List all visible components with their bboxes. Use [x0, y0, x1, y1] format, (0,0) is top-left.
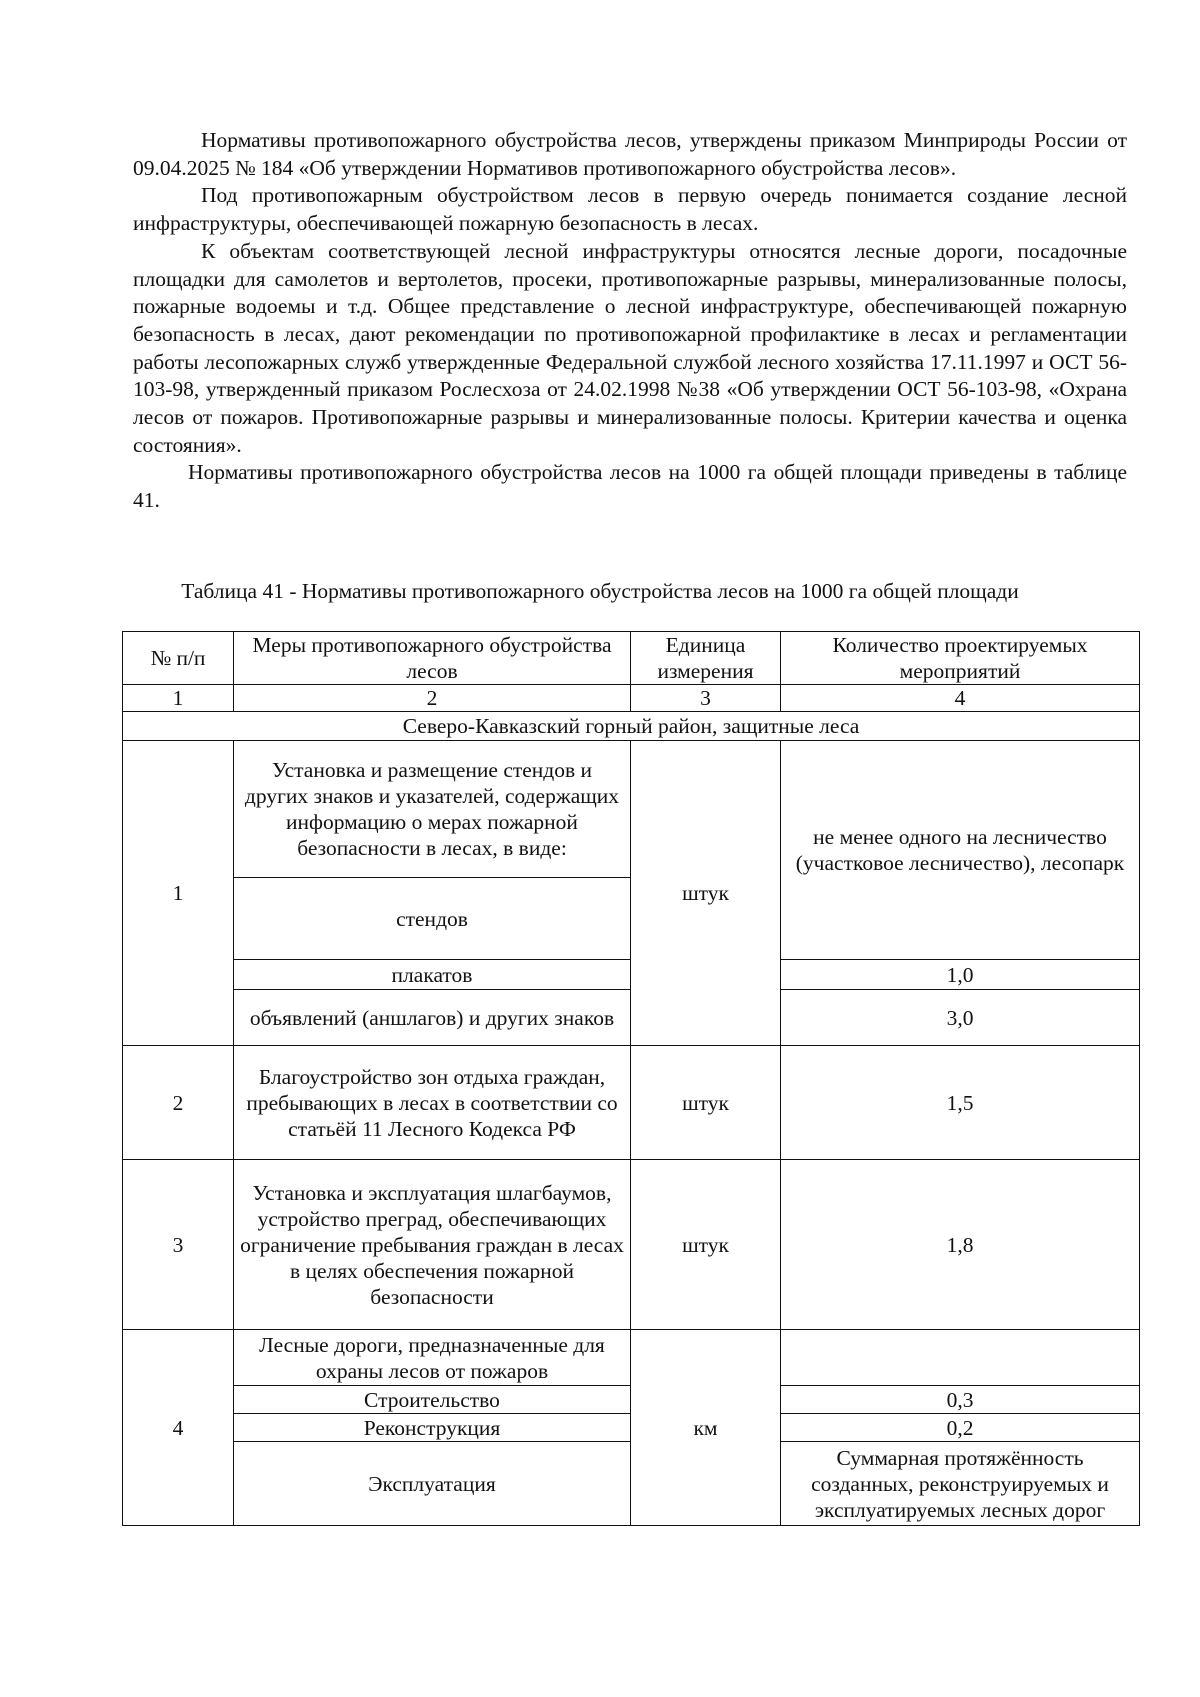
quantity-cell: 1,8 — [781, 1160, 1140, 1330]
paragraph-definition: Под противопожарным обустройством лесов в первую очередь понимается создание лесной инфраструктуры, обеспечивающей пожарную безопасность в лесах. — [133, 183, 1127, 236]
quantity-subcell: 1,0 — [781, 960, 1140, 990]
quantity-subcell: Суммарная протяжённость созданных, реконструируемых и эксплуатируемых лесных дорог — [781, 1442, 1140, 1526]
column-number-row — [123, 685, 1140, 712]
measure-cell: Благоустройство зон отдыха граждан, пребывающих в лесах в соответствии со статьёй 11 Лесного Кодекса РФ — [234, 1046, 631, 1160]
measure-cell: Установка и эксплуатация шлагбаумов, устройство преград, обеспечивающих ограничение пребывания граждан в лесах в целях обеспечения пожарной безопасности — [234, 1160, 631, 1330]
quantity-subcell: 0,3 — [781, 1386, 1140, 1414]
measure-cell: Лесные дороги, предназначенные для охраны лесов от пожаров — [234, 1330, 631, 1386]
measure-cell: Установка и размещение стендов и других знаков и указателей, содержащих информацию о мерах пожарной безопасности в лесах, в виде: — [234, 741, 631, 878]
measure-subcell: Реконструкция — [234, 1414, 631, 1442]
quantity-subcell: 0,2 — [781, 1414, 1140, 1442]
quantity-cell: не менее одного на лесничество (участковое лесничество), лесопарк — [781, 741, 1140, 960]
measure-subcell: плакатов — [234, 960, 631, 990]
region-title: Северо-Кавказский горный район, защитные леса — [123, 712, 1140, 741]
measure-subcell: Строительство — [234, 1386, 631, 1414]
table-row — [123, 1330, 1140, 1386]
table-row — [123, 1046, 1140, 1160]
header-measures: Меры противопожарного обустройства лесов — [234, 632, 631, 685]
column-number: 1 — [123, 685, 234, 712]
unit-cell: штук — [631, 1046, 781, 1160]
region-row — [123, 712, 1140, 741]
row-number: 4 — [123, 1330, 234, 1526]
header-quantity: Количество проектируемых мероприятий — [781, 632, 1140, 685]
header-number: № п/п — [123, 632, 234, 685]
column-number: 4 — [781, 685, 1140, 712]
table-row — [123, 1160, 1140, 1330]
paragraph-order-reference: Нормативы противопожарного обустройства лесов, утверждены приказом Минприроды России от 09.04.2025 № 184 «Об утверждении Нормативов противопожарного обустройства лесов». — [133, 128, 1127, 180]
row-number: 3 — [123, 1160, 234, 1330]
column-number: 3 — [631, 685, 781, 712]
unit-cell: км — [631, 1330, 781, 1526]
table-row — [123, 741, 1140, 878]
norms-table — [122, 631, 1140, 1526]
quantity-subcell: 3,0 — [781, 990, 1140, 1046]
row-number: 1 — [123, 741, 234, 1046]
measure-subcell: стендов — [234, 878, 631, 960]
paragraph-infrastructure: К объектам соответствующей лесной инфраструктуры относятся лесные дороги, посадочные площадки для самолетов и вертолетов, просеки, противопожарные разрывы, минерализованные полосы, пожарные водоемы и т.д. Общее представление о лесной инфраструктуре, обеспечивающей пожарную безопасность в лесах, дают рекомендации по противопожарной профилактике в лесах и регламентации работы лесопожарных служб утвержденные Федеральной службой лесного хозяйства 17.11.1997 и ОСТ 56-103-98, утвержденный приказом Рослесхоза от 24.02.1998 №38 «Об утверждении ОСТ 56-103-98, «Охрана лесов от пожаров. Противопожарные разрывы и минерализованные полосы. Критерии качества и оценка состояния». — [133, 238, 1127, 457]
unit-cell: штук — [631, 1160, 781, 1330]
measure-subcell: Эксплуатация — [234, 1442, 631, 1526]
table-caption: Таблица 41 - Нормативы противопожарного обустройства лесов на 1000 га общей площади — [181, 579, 1019, 603]
quantity-cell: 1,5 — [781, 1046, 1140, 1160]
paragraph-table-reference: Нормативы противопожарного обустройства лесов на 1000 га общей площади приведены в таблице 41. — [133, 460, 1127, 513]
body-text — [133, 127, 1127, 515]
header-unit: Единица измерения — [631, 632, 781, 685]
table-header-row — [123, 632, 1140, 685]
quantity-cell — [781, 1330, 1140, 1386]
row-number: 2 — [123, 1046, 234, 1160]
unit-cell: штук — [631, 741, 781, 1046]
measure-subcell: объявлений (аншлагов) и других знаков — [234, 990, 631, 1046]
column-number: 2 — [234, 685, 631, 712]
